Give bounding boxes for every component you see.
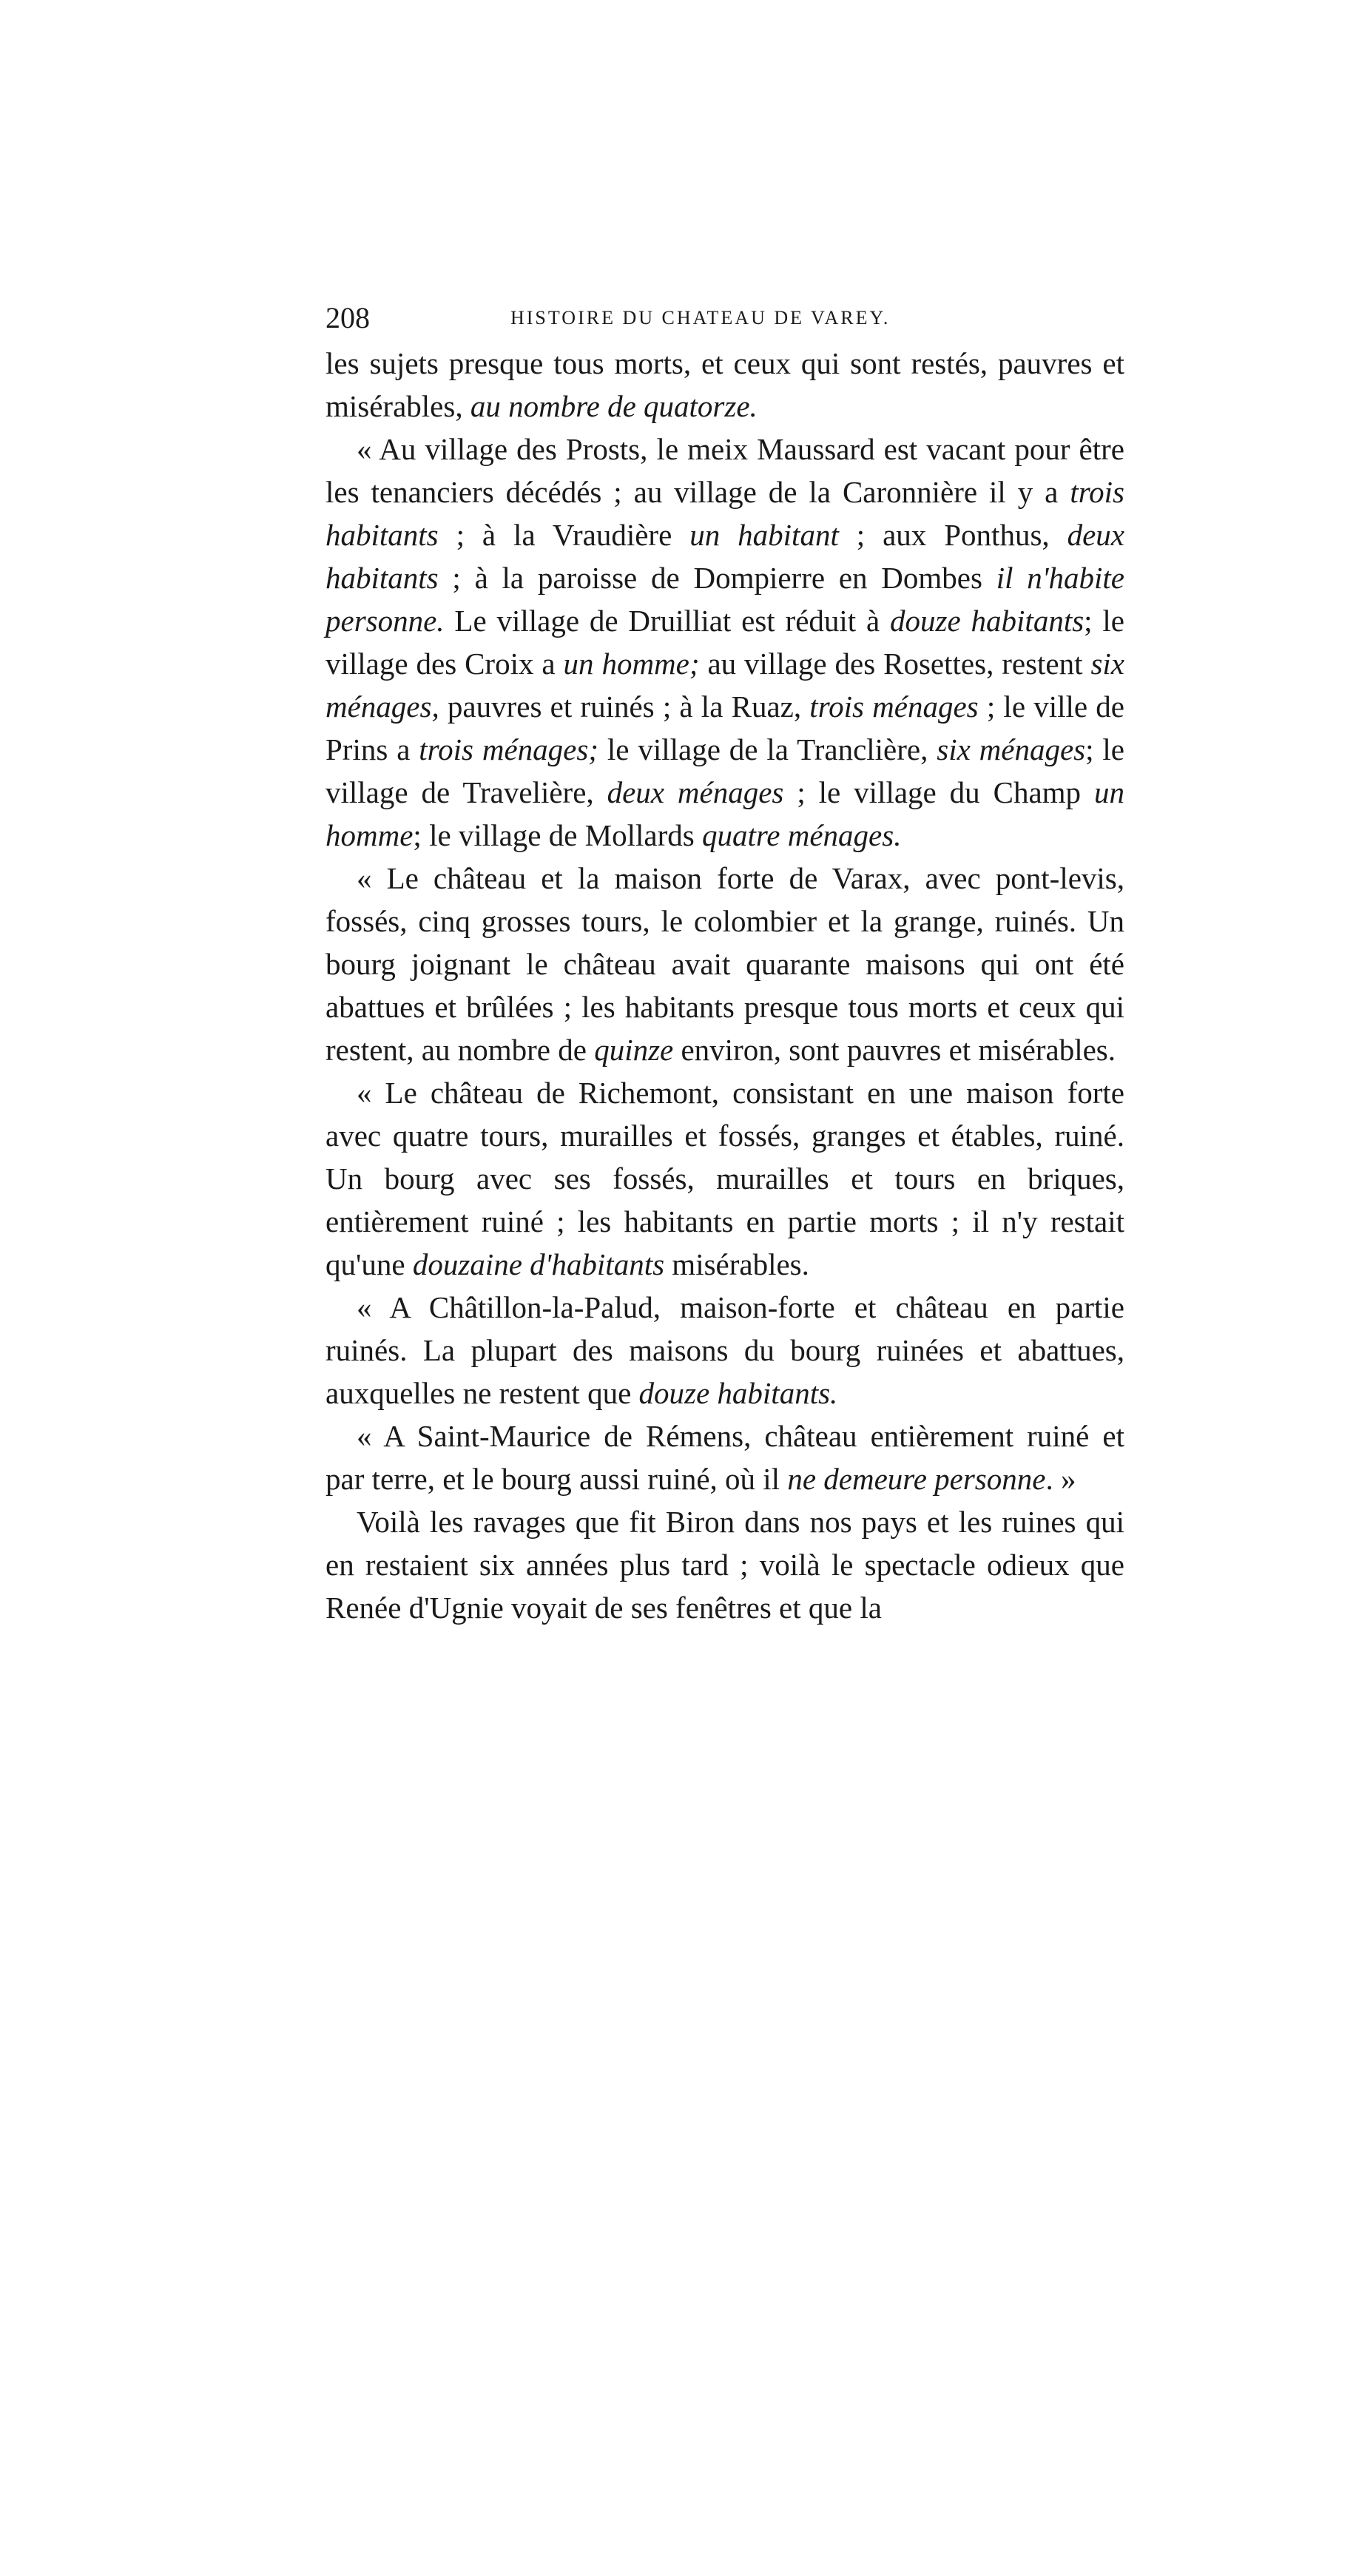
italic-run: douze habitants [890,604,1085,638]
text-run: ; le village du Champ [783,775,1094,809]
text-run: . » [1045,1462,1076,1496]
italic-run: quinze [594,1033,674,1067]
italic-run: douzaine d'habitants [412,1247,665,1281]
paragraph [325,1071,1124,1286]
text-run: ; le village de Mollards [413,818,702,852]
italic-run: deux ménages [607,775,784,809]
italic-run: ne demeure personne [787,1462,1046,1496]
text-run: « Le château et la maison forte de Varax, avec pont-levis, fossés, cinq grosses tours, le colombier et la grange, ruinés. Un bourg joignant le château avait quarante maisons qui ont été abattues et brûlées ; les habitants presque tous morts et ceux qui restent, au nombre de [325,861,1124,1067]
paragraph [325,1500,1124,1629]
text-run: Voilà les ravages que fit Biron dans nos pays et les ruines qui en restaient six années plus tard ; voilà le spectacle odieux que Renée d'Ugnie voyait de ses fenêtres et que la [325,1505,1124,1625]
text-run: ; à la paroisse de Dompierre en Dombes [438,561,996,595]
italic-run: trois ménages; [419,732,598,766]
text-run: « A Saint-Maurice de Rémens, château entièrement ruiné et par terre, et le bourg aussi ruiné, où il [325,1419,1124,1496]
paragraph [325,857,1124,1071]
italic-run: deux habitants [325,518,1124,595]
paragraph [325,1415,1124,1500]
text-run: environ, sont pauvres et misérables. [673,1033,1116,1067]
italic-run: au nombre de quatorze. [470,389,758,423]
body-text [325,342,1124,1629]
italic-run: trois ménages [809,689,979,724]
italic-run: douze habitants. [638,1376,838,1410]
italic-run: six ménages, [325,647,1124,724]
text-run: « A Châtillon-la-Palud, maison-forte et château en partie ruinés. La plupart des maisons du bourg ruinées et abattues, auxquelles ne restent que [325,1290,1124,1410]
text-run: pauvres et ruinés ; à la Ruaz, [439,689,810,724]
italic-run: un homme [325,775,1124,852]
text-run: ; à la Vraudière [438,518,690,552]
text-run: misérables. [664,1247,809,1281]
italic-run: trois habitants [325,475,1124,552]
paragraph [325,342,1124,428]
italic-run: un habitant [689,518,839,552]
running-head [325,296,1124,340]
text-run: « Le château de Richemont, consistant en une maison forte avec quatre tours, murailles et fossés, granges et étables, ruiné. Un bourg avec ses fossés, murailles et tours en briques, entièrement ruiné ; les habitants en partie morts ; il n'y restait qu'une [325,1076,1124,1281]
text-run: les sujets presque tous morts, et ceux qui sont restés, pauvres et misérables, [325,346,1124,423]
paragraph [325,1286,1124,1415]
text-run: ; le village des Croix a [325,604,1124,681]
running-title: HISTOIRE DU CHATEAU DE VAREY. [510,307,891,328]
italic-run: six ménages [937,732,1086,766]
text-run: Le village de Druilliat est réduit à [444,604,891,638]
italic-run: quatre ménages. [701,818,902,852]
text-run: ; le ville de Prins a [325,689,1124,766]
text-run: « Au village des Prosts, le meix Maussard est vacant pour être les tenanciers décédés ; au village de la Caronnière il y a [325,432,1124,509]
text-run: le village de la Tranclière, [598,732,937,766]
text-run: ; le village de Travelière, [325,732,1125,809]
paragraph [325,428,1124,857]
italic-run: un homme; [563,647,700,681]
page-number: 208 [325,301,370,334]
text-run: au village des Rosettes, restent [699,647,1091,681]
italic-run: il n'habite personne. [325,561,1124,638]
text-run: ; aux Ponthus, [838,518,1067,552]
